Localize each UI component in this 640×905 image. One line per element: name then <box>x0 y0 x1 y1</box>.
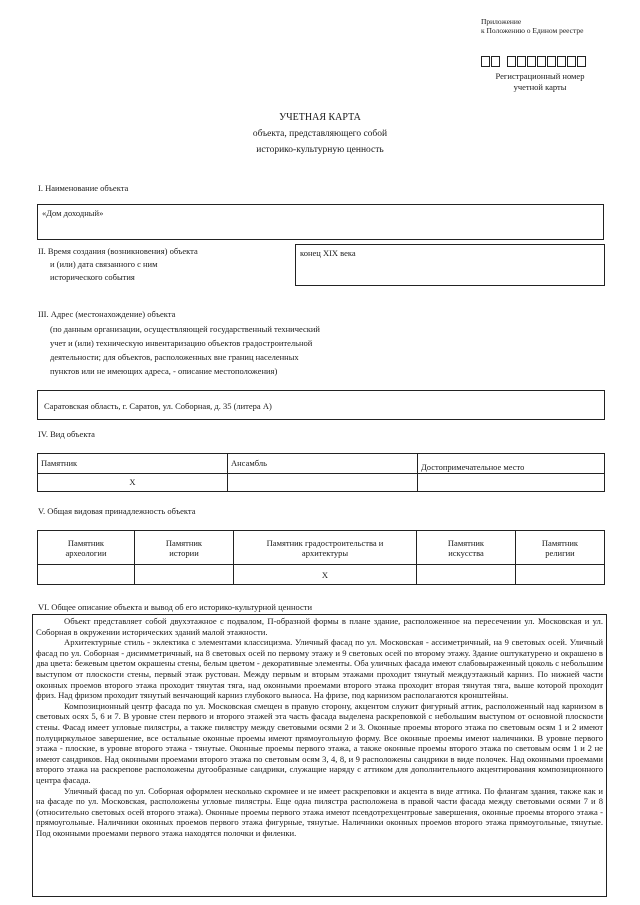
col-art <box>417 531 516 565</box>
object-affiliation-table <box>37 530 605 585</box>
reg-digit-box <box>537 56 546 67</box>
address-value: Саратовская область, г. Саратов, ул. Соборная, д. 35 (литера А) <box>44 401 272 411</box>
section4-label: IV. Вид объекта <box>38 429 95 439</box>
reg-digit-box <box>507 56 516 67</box>
object-name-value: «Дом доходный» <box>42 208 104 218</box>
col-history-line2: истории <box>169 547 199 558</box>
card-title-sub1: объекта, представляющего собой <box>252 129 388 139</box>
mark-religion <box>516 565 605 585</box>
section2-label-line1: II. Время создания (возникновения) объекта <box>38 246 198 256</box>
col-history <box>135 531 234 565</box>
reg-digit-box <box>577 56 586 67</box>
section3-label-line3: учет и (или) техническую инвентаризацию объектов градостроительной <box>50 338 313 348</box>
description-paragraph-4: Уличный фасад по ул. Соборная оформлен несколько скромнее и не имеет раскреповки и акцента в виде аттика. По флангам здания, также как и на фасаде по ул. Московская, расположены угловые пилястры. Еще одна пилястра расположена в правой части фасада между световыми осями 7 и 8 (относительно световых осей второго этажа). Оконные проемы первого этажа имеют псевдотрехцентровые завершения, оконные проемы второго этажа - прямоугольные. Наличники оконных проемов первого этажа фигурные, тянутые. Наличники оконных проемов второго этажа прямоугольные, тянутые. Под оконными проемами первого этажа находятся полочки и филенки. <box>36 785 603 838</box>
reg-digit-box <box>491 56 500 67</box>
reg-digit-box <box>517 56 526 67</box>
section3-label <box>38 309 320 377</box>
section3-label-line2: (по данным организации, осуществляющей государственный технический <box>50 324 320 334</box>
col-archaeology <box>38 531 135 565</box>
section2-label <box>38 246 198 283</box>
appendix-line1: Приложение <box>481 17 522 26</box>
section1-label: I. Наименование объекта <box>38 183 129 193</box>
card-title-sub2: историко-культурную ценность <box>256 145 384 155</box>
description-field <box>32 614 607 897</box>
mark-history <box>135 565 234 585</box>
col-religion-line2: религии <box>545 547 575 558</box>
registration-label-line1: Регистрационный номер <box>495 71 585 81</box>
mark-architecture: X <box>234 565 417 585</box>
section5-label: V. Общая видовая принадлежность объекта <box>38 506 196 516</box>
col-architecture-line2: архитектуры <box>301 547 349 558</box>
card-title-main: УЧЕТНАЯ КАРТА <box>279 112 361 123</box>
appendix-line2: к Положению о Едином реестре <box>481 26 584 35</box>
address-field <box>37 390 605 420</box>
object-type-mark-row <box>38 474 605 492</box>
section2-label-line2: и (или) дата связанного с ним <box>50 259 158 269</box>
registration-number-boxes <box>481 54 587 72</box>
reg-digit-box <box>481 56 490 67</box>
card-title <box>200 112 440 156</box>
mark-ensemble <box>228 474 418 492</box>
col-archaeology-line2: археологии <box>65 547 107 558</box>
col-art-line1: Памятник <box>447 537 485 548</box>
registration-label-line2: учетной карты <box>513 82 567 92</box>
col-archaeology-line1: Памятник <box>67 537 105 548</box>
creation-time-field <box>295 244 605 286</box>
section3-label-line4: деятельности; для объектов, расположенных вне границ населенных <box>50 352 299 362</box>
object-type-header-row <box>38 454 605 474</box>
reg-digit-box <box>527 56 536 67</box>
creation-time-value: конец XIX века <box>300 248 356 258</box>
object-name-field <box>37 204 604 240</box>
col-landmark: Достопримечательное место <box>418 454 605 474</box>
registration-label <box>470 71 610 93</box>
affiliation-header-row <box>38 531 605 565</box>
appendix-note <box>481 17 583 35</box>
section6-label: VI. Общее описание объекта и вывод об его историко-культурной ценности <box>38 602 313 612</box>
col-history-line1: Памятник <box>165 537 203 548</box>
mark-art <box>417 565 516 585</box>
description-paragraph-2: Архитектурные стиль - эклектика с элементами классицизма. Уличный фасад по ул. Московская - ассиметричный, на 9 световых осей. Уличный фасад по ул. Соборная - диcимметричный, на 8 световых осей по первому этажу и 9 световых осей по второму этажу. Здание оштукатурено и окрашено в два цвета: бежевым цветом окрашены стены, белым цветом - декоративные элементы. Оба уличных фасада имеют слабовыраженный цоколь с небольшим выступом от плоскости стены, первый этаж рустован. Между первым и вторым этажами проходит тянутый междуэтажный карниз. По нижней части оконных проемов второго этажа проходит тянутая тяга, над оконными проемами второго этажа проходит вторая тянутая тяга, выше которой проходит фриз. Над фризом проходит тянутый венчающий карниз глубокого выноса. На фризе, под карнизом располагаются кронштейны. <box>36 637 603 701</box>
col-religion-line1: Памятник <box>541 537 579 548</box>
col-architecture <box>234 531 417 565</box>
description-paragraph-3: Композиционный центр фасада по ул. Московская смещен в правую сторону, акцентом служит фигурный аттик, расположенный над карнизом в световых осях 5, 6 и 7. В уровне стен первого и второго этажей эта часть фасада выделена раскреповкой с небольшим выступом от основной плоскости стены. Фасад имеет угловые пилястры, а также пилястру между световыми осями 2 и 3. Оконные проемы второго этажа по световым осям 1 и 2 имеют полуциркульное завершение, все остальные оконные проемы имеют прямоугольную форму. Все оконные проемы имеют наличники. В уровне первого этажа - плоские, в уровне второго этажа - тянутые. Оконные проемы первого этажа, а также оконные проемы второго этажа по световым осям 1 и 2 не имеют сандриков. Над оконными проемами второго этажа по световым осям 3, 4, 8, и 9 расположены сандрики в виде полочек. Над оконными проемами второго этажа на раскрепове расположены дугообразные сандрики, служащие наряду с аттиком для дополнительного акцентирования композиционного центра фасада. <box>36 700 603 785</box>
mark-monument: X <box>38 474 228 492</box>
reg-digit-box <box>567 56 576 67</box>
col-monument: Памятник <box>38 454 228 474</box>
section3-label-line5: пунктов или не имеющих адреса, - описание местоположения) <box>50 366 278 376</box>
section3-label-line1: III. Адрес (местонахождение) объекта <box>38 309 176 319</box>
col-architecture-line1: Памятник градостроительства и <box>266 537 384 548</box>
col-art-line2: искусства <box>448 547 484 558</box>
section2-label-line3: исторического события <box>50 272 135 282</box>
col-religion <box>516 531 605 565</box>
reg-digit-box <box>547 56 556 67</box>
mark-landmark <box>418 474 605 492</box>
affiliation-mark-row <box>38 565 605 585</box>
description-paragraph-1: Объект представляет собой двухэтажное с подвалом, П-образной формы в плане здание, расположенное на пересечении ул. Московская и ул. Соборная в окружении исторических зданий малой этажности. <box>36 616 603 637</box>
col-ensemble: Ансамбль <box>228 454 418 474</box>
reg-digit-box <box>557 56 566 67</box>
mark-archaeology <box>38 565 135 585</box>
object-type-table <box>37 453 605 492</box>
